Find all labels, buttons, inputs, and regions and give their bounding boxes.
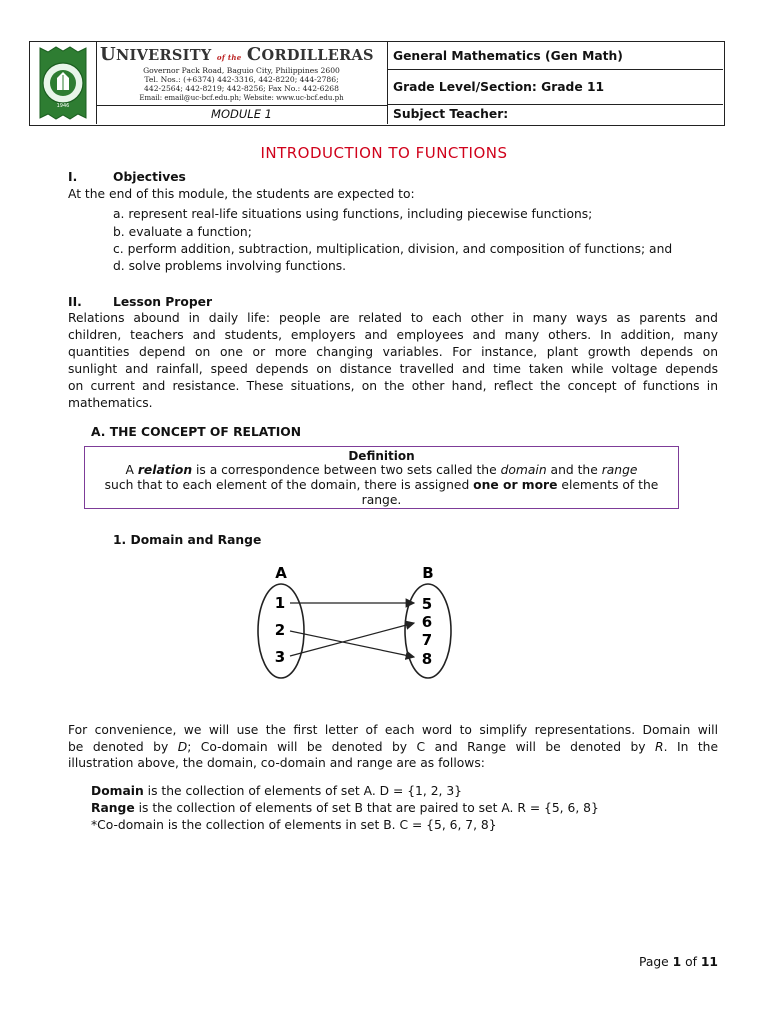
explanation-line-2: be denoted by D; Co-domain will be denoted by C and Range will be denoted by R. In the [68,740,719,754]
page-title: INTRODUCTION TO FUNCTIONS [260,144,508,162]
range-definition: Range is the collection of elements of set B that are paired to set A. R = {5, 6, 8} [91,801,599,815]
definition-line-2: such that to each element of the domain, there is assigned one or more elements of the [104,478,659,492]
module-label: MODULE 1 [96,105,388,124]
seal-year: 1946 [56,103,70,109]
set-b-element: 6 [421,613,433,631]
lesson-line: Relations abound in daily life: people are related to each other in many ways as parents and [68,311,718,325]
mapping-arrow [290,623,414,656]
objectives-heading: Objectives [113,170,186,184]
lesson-number: II. [68,295,82,309]
domain-definition: Domain is the collection of elements of set A. D = {1, 2, 3} [91,784,462,798]
set-b-element: 7 [421,631,433,649]
lesson-line: children, teachers and students, employers and employees and many others. In addition, many [68,328,718,342]
set-b-element: 8 [421,650,433,668]
set-b-label: B [422,564,434,582]
definition-title: Definition [348,449,415,463]
set-a-label: A [275,564,287,582]
domain-range-heading: 1. Domain and Range [113,533,262,547]
lesson-line: on current and resistance. These situations, on the other hand, reflect the concept of functions in [68,379,718,393]
mapping-arrow [290,631,414,657]
objective-item: c. perform addition, subtraction, multiplication, division, and composition of functions; and [113,242,673,256]
header-table [29,41,725,126]
explanation-line-3: illustration above, the domain, co-domain and range are as follows: [68,756,485,770]
subject-teacher: Subject Teacher: [393,107,509,121]
university-seal [30,42,97,124]
subject-name: General Mathematics (Gen Math) [388,42,723,70]
university-email: Email: email@uc-bcf.edu.ph; Website: www.uc-bcf.edu.ph [139,94,344,102]
set-a-element: 1 [274,594,286,612]
lesson-line: quantities depend on one or more changing variables. For instance, plant growth depends on [68,345,718,359]
lesson-heading: Lesson Proper [113,295,213,309]
definition-box [84,446,679,509]
university-tel-1: Tel. Nos.: (+6374) 442-3316, 442-8220; 444-2786; [144,75,339,84]
set-a-element: 3 [274,648,286,666]
set-b-element: 5 [421,595,433,613]
set-a-element: 2 [274,621,286,639]
objectives-intro: At the end of this module, the students are expected to: [68,187,415,201]
objectives-number: I. [68,170,78,184]
university-name: UNIVERSITY of the CORDILLERAS [100,44,374,65]
definition-line-1: A relation is a correspondence between two sets called the domain and the range [125,463,638,477]
page-number: Page 1 of 11 [638,955,718,969]
lesson-line: sunlight and rainfall, speed depends on distance travelled and time taken while voltage depends [68,362,718,376]
definition-line-3: range. [361,493,402,507]
grade-level: Grade Level/Section: Grade 11 [388,70,723,105]
codomain-definition: *Co-domain is the collection of elements in set B. C = {5, 6, 7, 8} [91,818,497,832]
mapping-diagram [230,558,500,688]
lesson-line: mathematics. [68,396,153,410]
explanation-line-1: For convenience, we will use the first letter of each word to simplify representations. Domain will [68,723,718,737]
university-info [96,42,388,106]
objective-item: d. solve problems involving functions. [113,259,347,273]
university-address: Governor Pack Road, Baguio City, Philippines 2600 [143,66,340,75]
section-a-heading: A. THE CONCEPT OF RELATION [91,425,302,439]
objective-item: a. represent real-life situations using functions, including piecewise functions; [113,207,593,221]
university-tel-2: 442-2564; 442-8219; 442-8256; Fax No.: 442-6268 [144,84,339,93]
objective-item: b. evaluate a function; [113,225,252,239]
